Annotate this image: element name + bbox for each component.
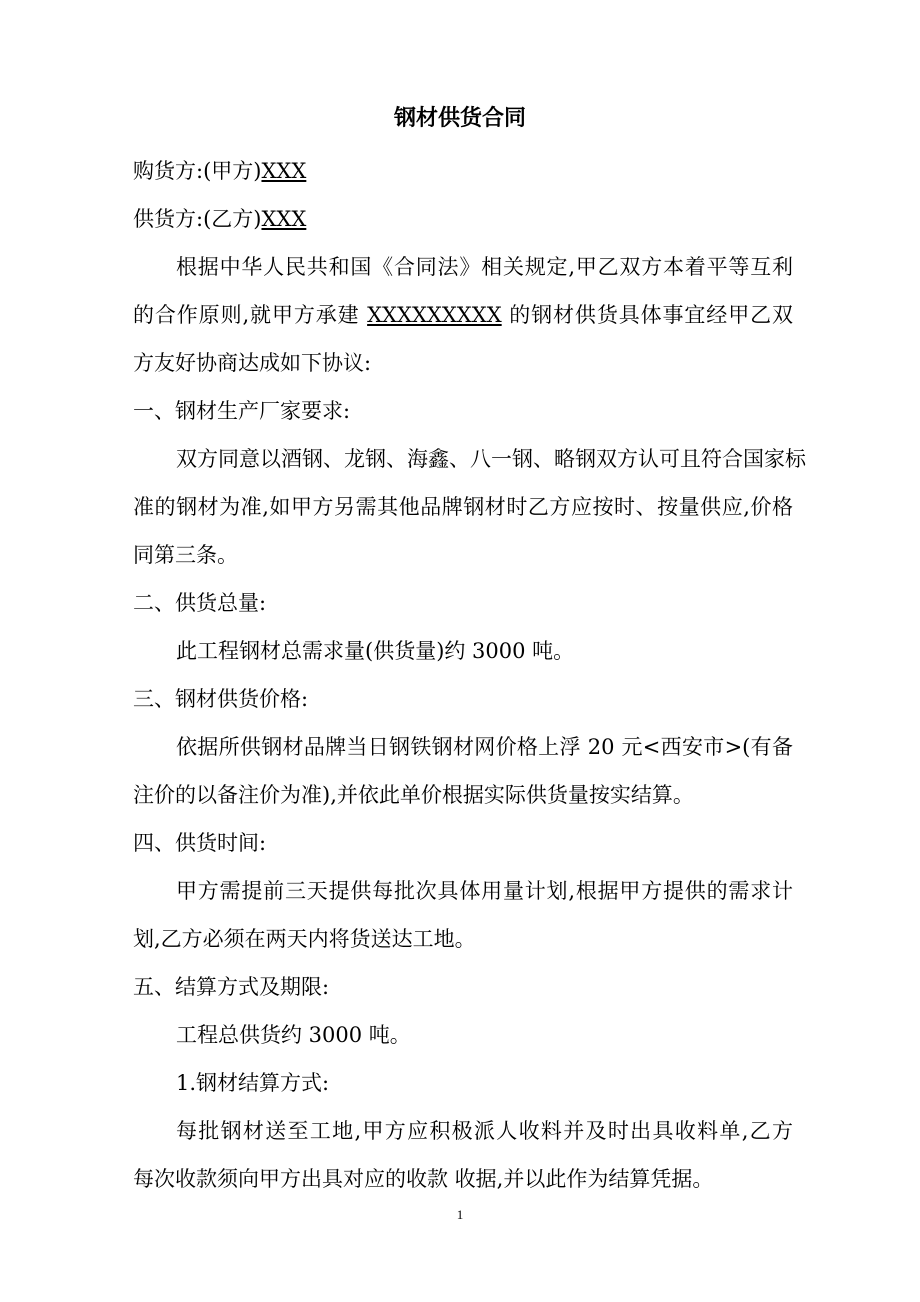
page-number: 1	[456, 1207, 464, 1222]
section-4-heading: 四、供货时间:	[133, 831, 267, 855]
supplier-name: XXX	[261, 207, 307, 231]
section-1-line-1: 双方同意以酒钢、龙钢、海鑫、八一钢、略钢双方认可且符合国家标	[176, 447, 806, 471]
intro-line-1: 根据中华人民共和国《合同法》相关规定,甲乙双方本着平等互利	[176, 255, 793, 279]
supplier-line	[133, 204, 793, 234]
section-5-line-3: 每次收款须向甲方出具对应的收款 收据,并以此作为结算凭据。	[133, 1167, 714, 1191]
section-3-line-2: 注价的以备注价为准),并依此单价根据实际供货量按实结算。	[133, 783, 694, 807]
section-1-line-3: 同第三条。	[133, 543, 238, 567]
intro-line-3: 方友好协商达成如下协议:	[133, 351, 372, 375]
project-name: XXXXXXXXX	[367, 303, 502, 327]
section-2-line-1: 此工程钢材总需求量(供货量)约 3000 吨。	[176, 639, 575, 663]
supplier-label: 供货方:(乙方)	[133, 207, 262, 231]
section-4-line-2: 划,乙方必须在两天内将货送达工地。	[133, 927, 476, 951]
section-1-heading: 一、钢材生产厂家要求:	[133, 399, 351, 423]
section-3-heading: 三、钢材供货价格:	[133, 687, 309, 711]
section-5-subheading: 1.钢材结算方式:	[176, 1071, 330, 1095]
intro-line-2-post: 的钢材供货具体事宜经甲乙双	[501, 303, 793, 327]
section-4-line-1: 甲方需提前三天提供每批次具体用量计划,根据甲方提供的需求计	[176, 879, 793, 903]
section-5-line-2: 每批钢材送至工地,甲方应积极派人收料并及时出具收料单,乙方	[176, 1119, 793, 1143]
contract-title: 钢材供货合同	[393, 106, 526, 131]
section-3-line-1: 依据所供钢材品牌当日钢铁钢材网价格上浮 20 元<西安市>(有备	[176, 735, 793, 759]
section-5-heading: 五、结算方式及期限:	[133, 975, 330, 999]
section-1-line-2: 准的钢材为准,如甲方另需其他品牌钢材时乙方应按时、按量供应,价格	[133, 495, 793, 519]
intro-line-2	[133, 300, 793, 330]
section-5-line-1: 工程总供货约 3000 吨。	[176, 1023, 411, 1047]
buyer-name: XXX	[261, 159, 307, 183]
intro-line-2-pre: 的合作原则,就甲方承建	[133, 303, 368, 327]
buyer-line	[133, 156, 793, 186]
section-2-heading: 二、供货总量:	[133, 591, 267, 615]
buyer-label: 购货方:(甲方)	[133, 159, 262, 183]
